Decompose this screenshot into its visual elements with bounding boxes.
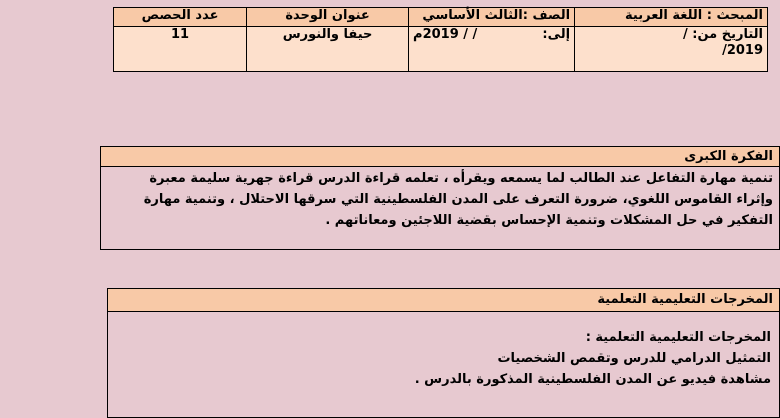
lesson-count-cell — [114, 27, 247, 72]
unit-title-label: عنوان الوحدة — [285, 8, 370, 23]
outcomes-body — [108, 312, 779, 390]
outcomes-subtitle: المخرجات التعليمية التعلمية : — [585, 330, 771, 345]
date-to-cell — [409, 27, 575, 72]
lesson-count-label: عدد الحصص — [141, 8, 219, 23]
unit-title-cell — [247, 27, 409, 72]
big-idea-line: وإثراء القاموس اللغوي، ضرورة التعرف على المدن الفلسطينية التي سرقها الاحتلال ، وتنمية مهارة — [143, 192, 773, 207]
big-idea-title: الفكرة الكبرى — [101, 147, 779, 167]
date-to-label: إلى: — [542, 27, 571, 42]
date-to-value: / / 2019م — [413, 27, 478, 42]
big-idea-section — [100, 146, 780, 250]
grade-cell — [409, 8, 575, 27]
lesson-count-header-cell — [114, 8, 247, 27]
date-from-cell — [575, 27, 768, 72]
big-idea-body — [101, 167, 779, 232]
lesson-count-value: 11 — [171, 27, 190, 42]
outcomes-title: المخرجات التعليمية التعلمية — [108, 289, 779, 312]
outcome-item: مشاهدة فيديو عن المدن الفلسطينية المذكورة بالدرس . — [414, 372, 771, 387]
grade-label: الصف :الثالث الأساسي — [422, 8, 571, 23]
subject-label: المبحث : اللغة العربية — [625, 8, 763, 23]
date-from: التاريخ من: / — [682, 27, 763, 42]
big-idea-line: تنمية مهارة التفاعل عند الطالب لما يسمعه ويقرأه ، تعلمه قراءة الدرس قراءة جهرية سليمة معبرة — [149, 171, 773, 186]
unit-title-header-cell — [247, 8, 409, 27]
date-from-year: 2019/ — [722, 43, 763, 58]
unit-title-value: حيفا والنورس — [282, 27, 373, 42]
outcome-item: التمثيل الدرامي للدرس وتقمص الشخصيات — [497, 351, 771, 366]
lesson-header-table — [113, 7, 768, 72]
subject-cell — [575, 8, 768, 27]
big-idea-line: التفكير في حل المشكلات وتنمية الإحساس بقضية اللاجئين ومعاناتهم . — [325, 213, 773, 228]
outcomes-section — [107, 288, 780, 418]
